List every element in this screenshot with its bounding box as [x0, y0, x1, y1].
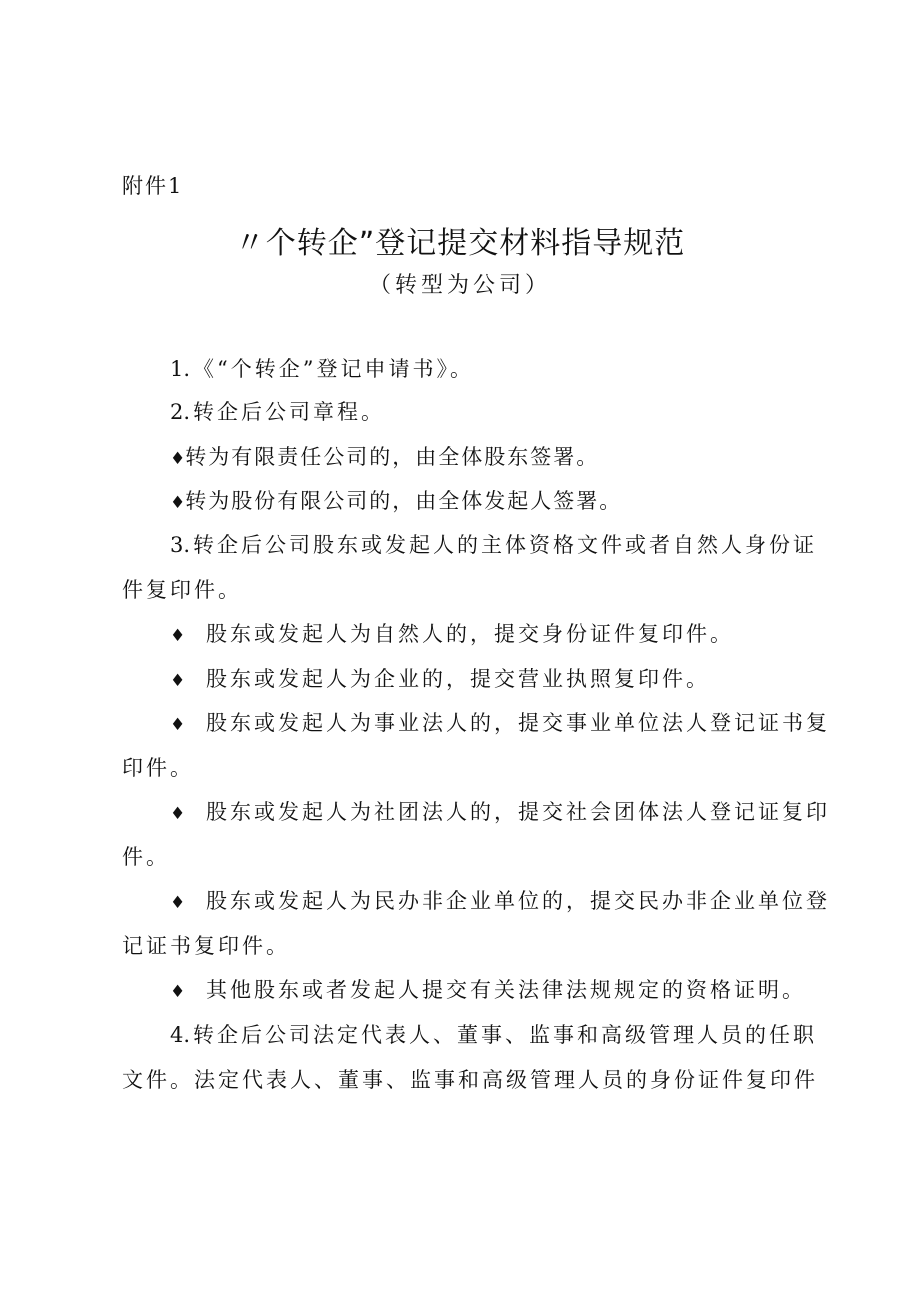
item-3-bullet-6	[170, 976, 806, 1006]
item-2-number: 2	[170, 400, 184, 424]
diamond-bullet-icon: ♦	[170, 671, 186, 691]
item-4-text: .转企后公司法定代表人、董事、监事和高级管理人员的任职	[183, 1023, 818, 1047]
diamond-bullet-icon: ♦	[170, 493, 186, 513]
item-3-bullet-1-text: 股东或发起人为自然人的，提交身份证件复印件。	[206, 622, 734, 646]
item-3-bullet-2-text: 股东或发起人为企业的，提交营业执照复印件。	[206, 667, 710, 691]
item-3-bullet-5-continuation: 记证书复印件。	[122, 934, 290, 958]
item-2-bullet-1-text: 转为有限责任公司的，由全体股东签署。	[185, 445, 600, 469]
diamond-bullet-icon: ♦	[170, 715, 186, 735]
item-1	[170, 355, 474, 383]
document-title: 〃个转企”登记提交材料指导规范	[234, 226, 686, 261]
item-3-line-2: 件复印件。	[122, 578, 242, 602]
item-4-line-2: 文件。法定代表人、董事、监事和高级管理人员的身份证件复印件	[122, 1068, 818, 1092]
item-3-bullet-3-continuation: 印件。	[122, 756, 194, 780]
item-3-bullet-3	[170, 709, 830, 739]
item-3-number: 3	[170, 533, 184, 557]
diamond-bullet-icon: ♦	[170, 804, 186, 824]
item-2-bullet-2-text: 转为股份有限公司的，由全体发起人签署。	[185, 489, 623, 513]
item-3-bullet-3-text: 股东或发起人为事业法人的，提交事业单位法人登记证书复	[206, 711, 830, 735]
document-subtitle: （转型为公司）	[368, 273, 551, 298]
diamond-bullet-icon: ♦	[170, 449, 186, 469]
item-3-bullet-4-continuation: 件。	[122, 845, 170, 869]
diamond-bullet-icon: ♦	[170, 982, 186, 1002]
item-2-bullet-1	[170, 443, 599, 473]
item-2-bullet-2	[170, 487, 622, 517]
item-3-text: .转企后公司股东或发起人的主体资格文件或者自然人身份证	[183, 533, 818, 557]
item-3-bullet-5-text: 股东或发起人为民办非企业单位的，提交民办非企业单位登	[206, 889, 830, 913]
attachment-label: 附件1	[122, 174, 184, 198]
item-3-bullet-2	[170, 665, 710, 695]
item-3-line-1	[170, 531, 817, 559]
diamond-bullet-icon: ♦	[170, 626, 186, 646]
diamond-bullet-icon: ♦	[170, 893, 186, 913]
item-2-text: .转企后公司章程。	[183, 400, 386, 424]
item-3-bullet-4	[170, 798, 830, 828]
item-3-bullet-4-text: 股东或发起人为社团法人的，提交社会团体法人登记证复印	[206, 800, 830, 824]
item-4-line-1	[170, 1021, 817, 1049]
item-3-bullet-6-text: 其他股东或者发起人提交有关法律法规规定的资格证明。	[206, 978, 806, 1002]
item-4-number: 4	[170, 1023, 184, 1047]
item-3-bullet-5	[170, 887, 830, 917]
item-1-number: 1	[170, 357, 184, 381]
item-1-text: .《“个转企”登记申请书》。	[183, 357, 475, 381]
item-3-bullet-1	[170, 620, 734, 650]
item-2	[170, 398, 385, 426]
